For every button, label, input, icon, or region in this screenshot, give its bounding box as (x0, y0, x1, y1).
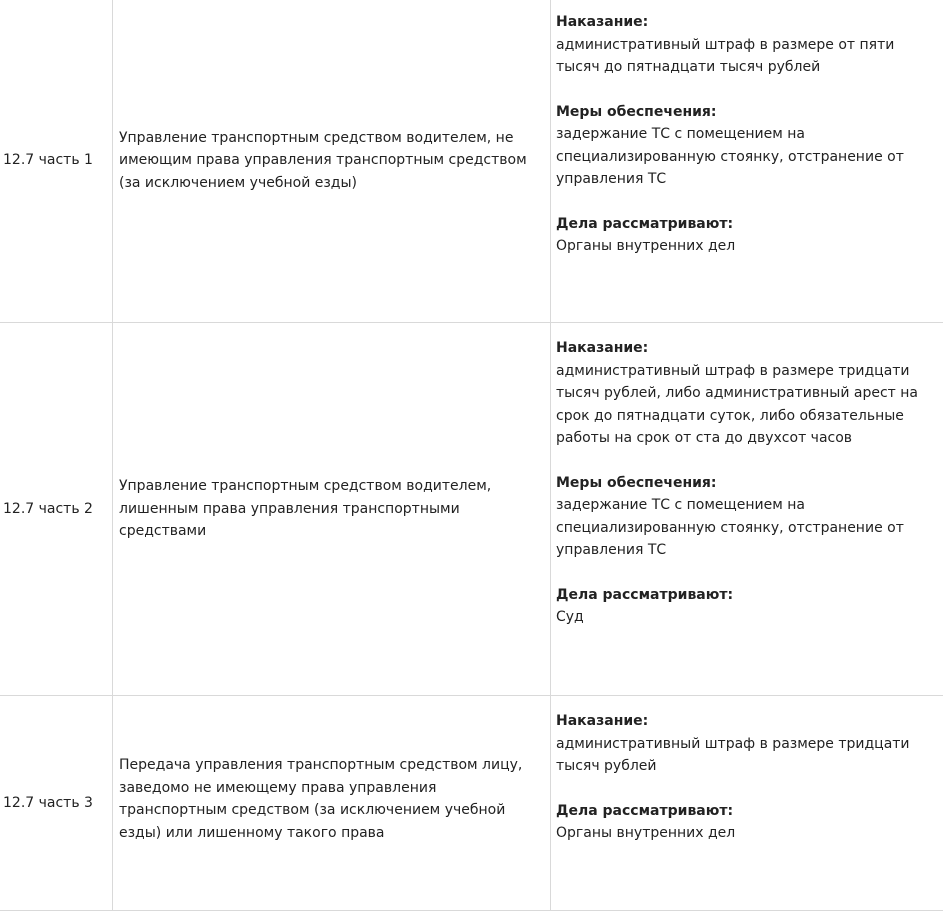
cases-block (556, 213, 935, 258)
cases-block (556, 800, 935, 845)
article-number: 12.7 часть 2 (3, 501, 93, 517)
offense-description: Управление транспортным средством водителем, не имеющим права управления транспортным средством (за исключением учебной езды) (119, 130, 527, 191)
penalty-title: Наказание: (556, 710, 935, 733)
cases-title: Дела рассматривают: (556, 213, 935, 236)
penalty-title: Наказание: (556, 337, 935, 360)
offense-cell (113, 323, 551, 696)
cases-title: Дела рассматривают: (556, 584, 935, 607)
table-row (0, 696, 943, 911)
penalty-text: административный штраф в размере тридцати тысяч рублей, либо административный арест на срок до пятнадцати суток, либо обязательные работы на срок от ста до двухсот часов (556, 360, 935, 450)
offense-description: Передача управления транспортным средством лицу, заведомо не имеющему права управления транспортным средством (за исключением учебной езды) или лишенному такого права (119, 757, 522, 841)
measures-title: Меры обеспечения: (556, 101, 935, 124)
measures-block (556, 472, 935, 562)
cases-title: Дела рассматривают: (556, 800, 935, 823)
details-cell (551, 0, 943, 323)
cases-text: Органы внутренних дел (556, 822, 935, 845)
article-cell (0, 0, 113, 323)
table-row (0, 0, 943, 323)
penalty-title: Наказание: (556, 11, 935, 34)
cases-text: Суд (556, 606, 935, 629)
offense-cell (113, 696, 551, 911)
measures-text: задержание ТС с помещением на специализированную стоянку, отстранение от управления ТС (556, 123, 935, 191)
offense-description: Управление транспортным средством водителем, лишенным права управления транспортными средствами (119, 478, 491, 539)
measures-text: задержание ТС с помещением на специализированную стоянку, отстранение от управления ТС (556, 494, 935, 562)
penalty-block (556, 337, 935, 450)
article-number: 12.7 часть 1 (3, 152, 93, 168)
details-cell (551, 696, 943, 911)
penalty-text: административный штраф в размере от пяти тысяч до пятнадцати тысяч рублей (556, 34, 935, 79)
details-cell (551, 323, 943, 696)
penalty-block (556, 11, 935, 79)
article-cell (0, 323, 113, 696)
article-number: 12.7 часть 3 (3, 795, 93, 811)
measures-title: Меры обеспечения: (556, 472, 935, 495)
measures-block (556, 101, 935, 191)
article-cell (0, 696, 113, 911)
penalty-block (556, 710, 935, 778)
penalty-text: административный штраф в размере тридцати тысяч рублей (556, 733, 935, 778)
cases-text: Органы внутренних дел (556, 235, 935, 258)
offense-cell (113, 0, 551, 323)
table-row (0, 323, 943, 696)
cases-block (556, 584, 935, 629)
